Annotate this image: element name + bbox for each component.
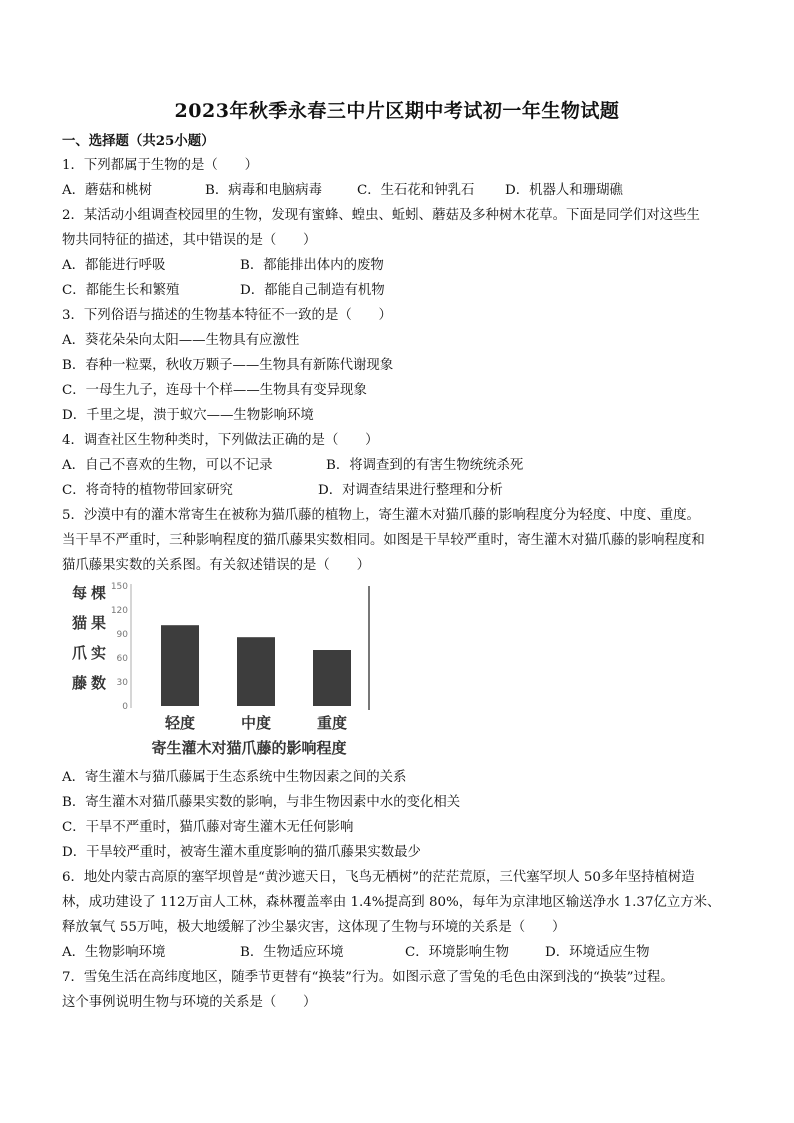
y-tick-label: 120 bbox=[110, 606, 128, 616]
x-category-label: 重度 bbox=[316, 714, 348, 732]
q6-option-b: B．生物适应环境 bbox=[240, 945, 344, 960]
y-tick-label: 150 bbox=[110, 582, 128, 592]
q2-option-a: A．都能进行呼吸 bbox=[62, 258, 166, 273]
y-axis-label-char: 棵 bbox=[91, 584, 107, 602]
q6-option-a: A．生物影响环境 bbox=[62, 945, 166, 960]
y-tick-label: 30 bbox=[116, 678, 128, 688]
q6-option-d: D．环境适应生物 bbox=[545, 945, 650, 960]
q6-option-c: C．环境影响生物 bbox=[405, 945, 509, 960]
bar-1 bbox=[161, 625, 199, 706]
bar-2 bbox=[237, 637, 275, 706]
y-tick-label: 0 bbox=[122, 702, 128, 712]
question-7-stem-line2: 这个事例说明生物与环境的关系是（ ） bbox=[62, 995, 317, 1010]
section-heading: 一、选择题（共25小题） bbox=[62, 133, 215, 149]
question-5-stem-line2: 当干旱不严重时，三种影响程度的猫爪藤果实数相同。如图是干旱较严重时，寄生灌木对猫爪藤的影响程度和 bbox=[62, 533, 705, 548]
q4-option-d: D．对调查结果进行整理和分析 bbox=[318, 483, 503, 498]
y-axis-label-char: 爪 bbox=[72, 644, 88, 662]
q3-option-c: C．一母生九子，连母十个样——生物具有变异现象 bbox=[62, 383, 367, 398]
q4-option-b: B．将调查到的有害生物统统杀死 bbox=[326, 458, 524, 473]
question-2-stem-line1: 2．某活动小组调查校园里的生物，发现有蜜蜂、蝗虫、蚯蚓、蘑菇及多种树木花草。下面是同学们对这些生 bbox=[62, 208, 700, 223]
question-1-stem: 1．下列都属于生物的是（ ） bbox=[62, 158, 258, 173]
q4-option-a: A．自己不喜欢的生物，可以不记录 bbox=[62, 458, 273, 473]
question-3-stem: 3．下列俗语与描述的生物基本特征不一致的是（ ） bbox=[62, 308, 392, 323]
q3-option-a: A．葵花朵朵向太阳——生物具有应激性 bbox=[62, 333, 300, 348]
x-category-label: 轻度 bbox=[164, 714, 196, 732]
y-axis-label-char: 实 bbox=[91, 644, 107, 662]
y-axis-ticks bbox=[111, 582, 128, 712]
question-6-stem-line2: 林，成功建设了 112万亩人工林，森林覆盖率由 1.4%提高到 80%，每年为京津地区输送净水 1.37亿立方米、 bbox=[62, 895, 721, 910]
y-axis-label bbox=[72, 584, 106, 692]
x-category-label: 中度 bbox=[240, 714, 272, 732]
q1-option-d: D．机器人和珊瑚礁 bbox=[505, 183, 623, 198]
question-2-stem-line2: 物共同特征的描述，其中错误的是（ ） bbox=[62, 233, 317, 248]
q1-option-c: C．生石花和钟乳石 bbox=[357, 183, 475, 198]
question-6-stem-line3: 释放氧气 55万吨，极大地缓解了沙尘暴灾害，这体现了生物与环境的关系是（ ） bbox=[62, 920, 566, 935]
q1-option-a: A．蘑菇和桃树 bbox=[62, 183, 153, 198]
q2-option-d: D．都能自己制造有机物 bbox=[240, 283, 385, 298]
question-5-stem-line3: 猫爪藤果实数的关系图。有关叙述错误的是（ ） bbox=[62, 558, 370, 573]
q1-option-b: B．病毒和电脑病毒 bbox=[205, 183, 322, 198]
y-axis-label-char: 猫 bbox=[72, 614, 88, 632]
y-tick-label: 60 bbox=[116, 654, 128, 664]
q3-option-d: D．千里之堤，溃于蚁穴——生物影响环境 bbox=[62, 408, 314, 423]
q5-option-b: B．寄生灌木对猫爪藤果实数的影响，与非生物因素中水的变化相关 bbox=[62, 795, 461, 810]
bar-3 bbox=[313, 650, 351, 706]
q2-option-c: C．都能生长和繁殖 bbox=[62, 283, 180, 298]
question-7-stem-line1: 7．雪兔生活在高纬度地区，随季节更替有“换装”行为。如图示意了雪兔的毛色由深到浅的“换装”过程。 bbox=[62, 970, 674, 985]
y-axis-label-char: 每 bbox=[72, 584, 88, 602]
bar-chart-svg bbox=[62, 578, 382, 764]
q3-option-b: B．春种一粒粟，秋收万颗子——生物具有新陈代谢现象 bbox=[62, 358, 394, 373]
bars bbox=[161, 625, 351, 706]
y-axis-label-char: 藤 bbox=[72, 674, 88, 692]
q4-option-c: C．将奇特的植物带回家研究 bbox=[62, 483, 233, 498]
q5-option-d: D．干旱较严重时，被寄生灌木重度影响的猫爪藤果实数最少 bbox=[62, 845, 421, 860]
page-title: 2023年秋季永春三中片区期中考试初一年生物试题 bbox=[174, 100, 620, 122]
question-5-stem-line1: 5．沙漠中有的灌木常寄生在被称为猫爪藤的植物上，寄生灌木对猫爪藤的影响程度分为轻度、中度、重度。 bbox=[62, 508, 700, 523]
y-axis-label-char: 数 bbox=[91, 674, 107, 692]
question-6-stem-line1: 6．地处内蒙古高原的塞罕坝曾是“黄沙遮天日，飞鸟无栖树”的茫茫荒原，三代塞罕坝人 50多年坚持植树造 bbox=[62, 870, 695, 885]
question-4-stem: 4．调查社区生物种类时，下列做法正确的是（ ） bbox=[62, 433, 379, 448]
x-category-labels bbox=[164, 714, 347, 732]
q2-option-b: B．都能排出体内的废物 bbox=[240, 258, 384, 273]
q5-option-a: A．寄生灌木与猫爪藤属于生态系统中生物因素之间的关系 bbox=[62, 770, 407, 785]
fruit-count-bar-chart bbox=[62, 578, 382, 764]
y-tick-label: 90 bbox=[116, 630, 128, 640]
x-axis-title: 寄生灌木对猫爪藤的影响程度 bbox=[151, 739, 347, 757]
q5-option-c: C．干旱不严重时，猫爪藤对寄生灌木无任何影响 bbox=[62, 820, 354, 835]
y-axis-label-char: 果 bbox=[91, 614, 107, 632]
